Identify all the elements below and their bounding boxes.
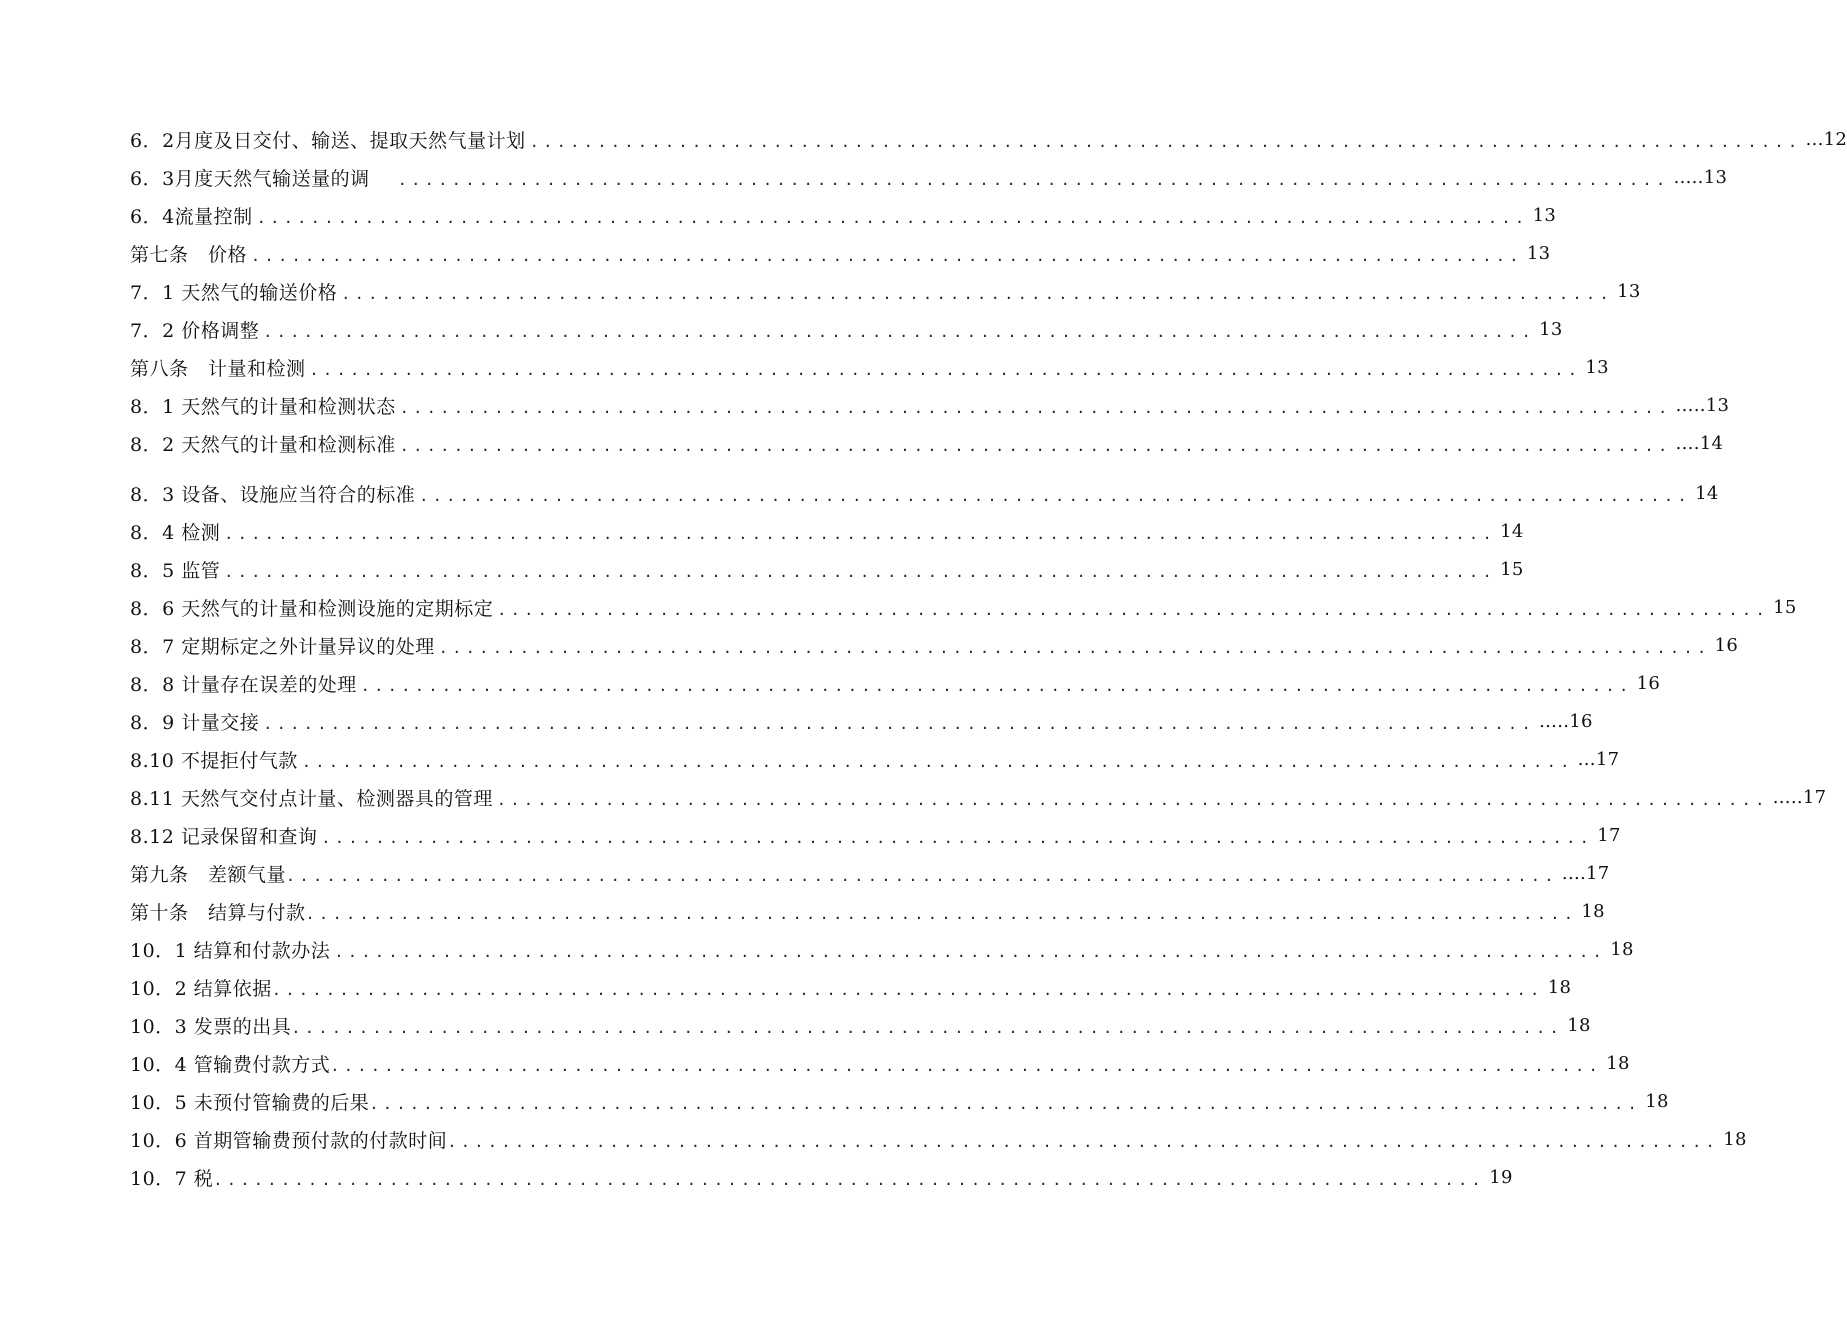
toc-entry-page: 14 <box>1695 482 1719 504</box>
toc-entry-page: 17 <box>1597 824 1621 846</box>
toc-leader-dots: .............................................................................................. <box>251 247 1523 265</box>
toc-entry-page: ...17 <box>1577 748 1620 770</box>
toc-entry-label: 8．6 天然气的计量和检测设施的定期标定 <box>130 597 494 620</box>
toc-entry-page: ....17 <box>1561 862 1610 884</box>
toc-entry-label: 8．1 天然气的计量和检测状态 <box>130 395 396 418</box>
toc-entry-label: 8．3 设备、设施应当符合的标准 <box>130 483 416 506</box>
toc-entry-label: 8．2 天然气的计量和检测标准 <box>130 433 396 456</box>
toc-entry-page: .....13 <box>1673 166 1728 188</box>
toc-entry[interactable] <box>130 124 1847 154</box>
toc-entry[interactable] <box>130 630 1739 660</box>
toc-leader-dots: .............................................................................................. <box>397 171 1670 189</box>
toc-leader-dots: .............................................................................................. <box>360 677 1633 695</box>
toc-leader-dots: .............................................................................................. <box>321 829 1594 847</box>
toc-entry[interactable] <box>130 1086 1669 1116</box>
toc-entry[interactable] <box>130 896 1605 926</box>
toc-leader-dots: .............................................................................................. <box>529 133 1802 151</box>
toc-entry[interactable] <box>130 162 1728 192</box>
toc-leader-dots: .............................................................................................. <box>309 361 1582 379</box>
toc-entry[interactable] <box>130 1010 1591 1040</box>
toc-entry-page: 13 <box>1539 318 1563 340</box>
toc-entry[interactable] <box>130 782 1827 812</box>
toc-entry-label: 8．4 检测 <box>130 521 221 544</box>
toc-entry-label: 6．2月度及日交付、输送、提取天然气量计划 <box>130 129 526 152</box>
toc-entry-label: 10．5 未预付管输费的后果 <box>130 1091 370 1114</box>
toc-entry[interactable] <box>130 1048 1630 1078</box>
toc-entry-page: 15 <box>1500 558 1524 580</box>
toc-entry[interactable] <box>130 516 1524 546</box>
toc-entry[interactable] <box>130 238 1551 268</box>
toc-leader-dots: .............................................................................................. <box>496 791 1769 809</box>
toc-entry-label: 8．8 计量存在误差的处理 <box>130 673 357 696</box>
toc-entry-label: 6．4流量控制 <box>130 205 253 228</box>
toc-entry-page: 13 <box>1617 280 1641 302</box>
toc-leader-dots: .............................................................................................. <box>399 399 1672 417</box>
toc-entry[interactable] <box>130 428 1724 458</box>
toc-entry-label: 8.11 天然气交付点计量、检测器具的管理 <box>130 787 493 810</box>
toc-entry-page: 14 <box>1500 520 1524 542</box>
toc-leader-dots: .............................................................................................. <box>224 525 1497 543</box>
toc-entry-page: 16 <box>1714 634 1739 656</box>
toc-leader-dots: .............................................................................................. <box>263 323 1536 341</box>
toc-entry-page: 18 <box>1547 976 1572 998</box>
toc-entry-page: .....13 <box>1675 394 1730 416</box>
toc-entry-page: 16 <box>1636 672 1661 694</box>
toc-entry[interactable] <box>130 478 1719 508</box>
toc-leader-dots: .............................................................................................. <box>330 1057 1603 1075</box>
toc-entry-label: 8．7 定期标定之外计量异议的处理 <box>130 635 435 658</box>
toc-entry[interactable] <box>130 390 1730 420</box>
toc-leader-dots: .............................................................................................. <box>341 285 1614 303</box>
toc-entry-page: 18 <box>1723 1128 1747 1150</box>
toc-entry-page: 18 <box>1606 1052 1630 1074</box>
toc-entry-label: 第九条 差额气量 <box>130 863 287 886</box>
toc-entry-label: 8．5 监管 <box>130 559 221 582</box>
toc-leader-dots: .............................................................................................. <box>263 715 1536 733</box>
toc-entry[interactable] <box>130 934 1634 964</box>
toc-entry[interactable] <box>130 554 1524 584</box>
toc-entry-page: 15 <box>1773 596 1797 618</box>
toc-entry[interactable] <box>130 1124 1747 1154</box>
toc-entry-page: 13 <box>1526 242 1551 264</box>
toc-entry-label: 8.10 不提拒付气款 <box>130 749 298 772</box>
toc-entry[interactable] <box>130 744 1620 774</box>
toc-entry[interactable] <box>130 858 1610 888</box>
toc-leader-dots: .............................................................................................. <box>213 1171 1486 1189</box>
toc-entry-label: 第七条 价格 <box>130 243 248 266</box>
toc-entry-page: ...12 <box>1805 128 1847 150</box>
toc-entry[interactable] <box>130 352 1609 382</box>
toc-entry-page: 18 <box>1581 900 1605 922</box>
toc-entry-page: 13 <box>1532 204 1557 226</box>
toc-leader-dots: .............................................................................................. <box>438 639 1711 657</box>
toc-entry-label: 10．3 发票的出具 <box>130 1015 292 1038</box>
toc-leader-dots: .............................................................................................. <box>256 209 1529 227</box>
toc-entry[interactable] <box>130 200 1557 230</box>
toc-entry-label: 10．7 税 <box>130 1167 214 1190</box>
toc-entry-page: .....16 <box>1539 710 1593 732</box>
toc-leader-dots: .............................................................................................. <box>447 1133 1720 1151</box>
toc-entry-label: 10．4 管输费付款方式 <box>130 1053 331 1076</box>
toc-entry[interactable] <box>130 706 1593 736</box>
toc-leader-dots: .............................................................................................. <box>497 601 1770 619</box>
toc-entry[interactable] <box>130 972 1572 1002</box>
toc-entry-label: 8．9 计量交接 <box>130 711 260 734</box>
toc-entry-page: 13 <box>1585 356 1609 378</box>
toc-leader-dots: .............................................................................................. <box>286 867 1558 885</box>
toc-leader-dots: .............................................................................................. <box>271 981 1544 999</box>
toc-entry-label: 6．3月度天然气输送量的调 <box>130 167 370 190</box>
toc-leader-dots: .............................................................................................. <box>291 1019 1564 1037</box>
toc-entry-label: 10．2 结算依据 <box>130 977 272 1000</box>
toc-entry[interactable] <box>130 668 1661 698</box>
toc-entry-page: 18 <box>1567 1014 1591 1036</box>
toc-leader-dots: .............................................................................................. <box>305 905 1578 923</box>
toc-entry[interactable] <box>130 820 1621 850</box>
toc-entry-label: 第十条 结算与付款 <box>130 901 306 924</box>
toc-entry-label: 10．1 结算和付款办法 <box>130 939 331 962</box>
toc-entry-page: 19 <box>1489 1166 1513 1188</box>
toc-leader-dots: .............................................................................................. <box>224 563 1497 581</box>
toc-entry-label: 7．1 天然气的输送价格 <box>130 281 338 304</box>
toc-entry-label: 第八条 计量和检测 <box>130 357 306 380</box>
toc-entry-label: 10．6 首期管输费预付款的付款时间 <box>130 1129 448 1152</box>
toc-leader-dots: .............................................................................................. <box>301 753 1574 771</box>
toc-leader-dots: .............................................................................................. <box>334 943 1607 961</box>
toc-entry-page: ....14 <box>1675 432 1724 454</box>
toc-entry[interactable] <box>130 276 1641 306</box>
toc-entry-page: .....17 <box>1772 786 1827 808</box>
toc-entry-label: 8.12 记录保留和查询 <box>130 825 318 848</box>
toc-entry-page: 18 <box>1610 938 1634 960</box>
toc-entry[interactable] <box>130 314 1563 344</box>
toc-leader-dots: .............................................................................................. <box>419 487 1692 505</box>
toc-entry[interactable] <box>130 1162 1513 1192</box>
toc-entry-page: 18 <box>1645 1090 1669 1112</box>
toc-leader-dots: .............................................................................................. <box>399 437 1672 455</box>
toc-entry-label: 7．2 价格调整 <box>130 319 260 342</box>
toc-entry[interactable] <box>130 592 1797 622</box>
toc-leader-dots: .............................................................................................. <box>369 1095 1642 1113</box>
